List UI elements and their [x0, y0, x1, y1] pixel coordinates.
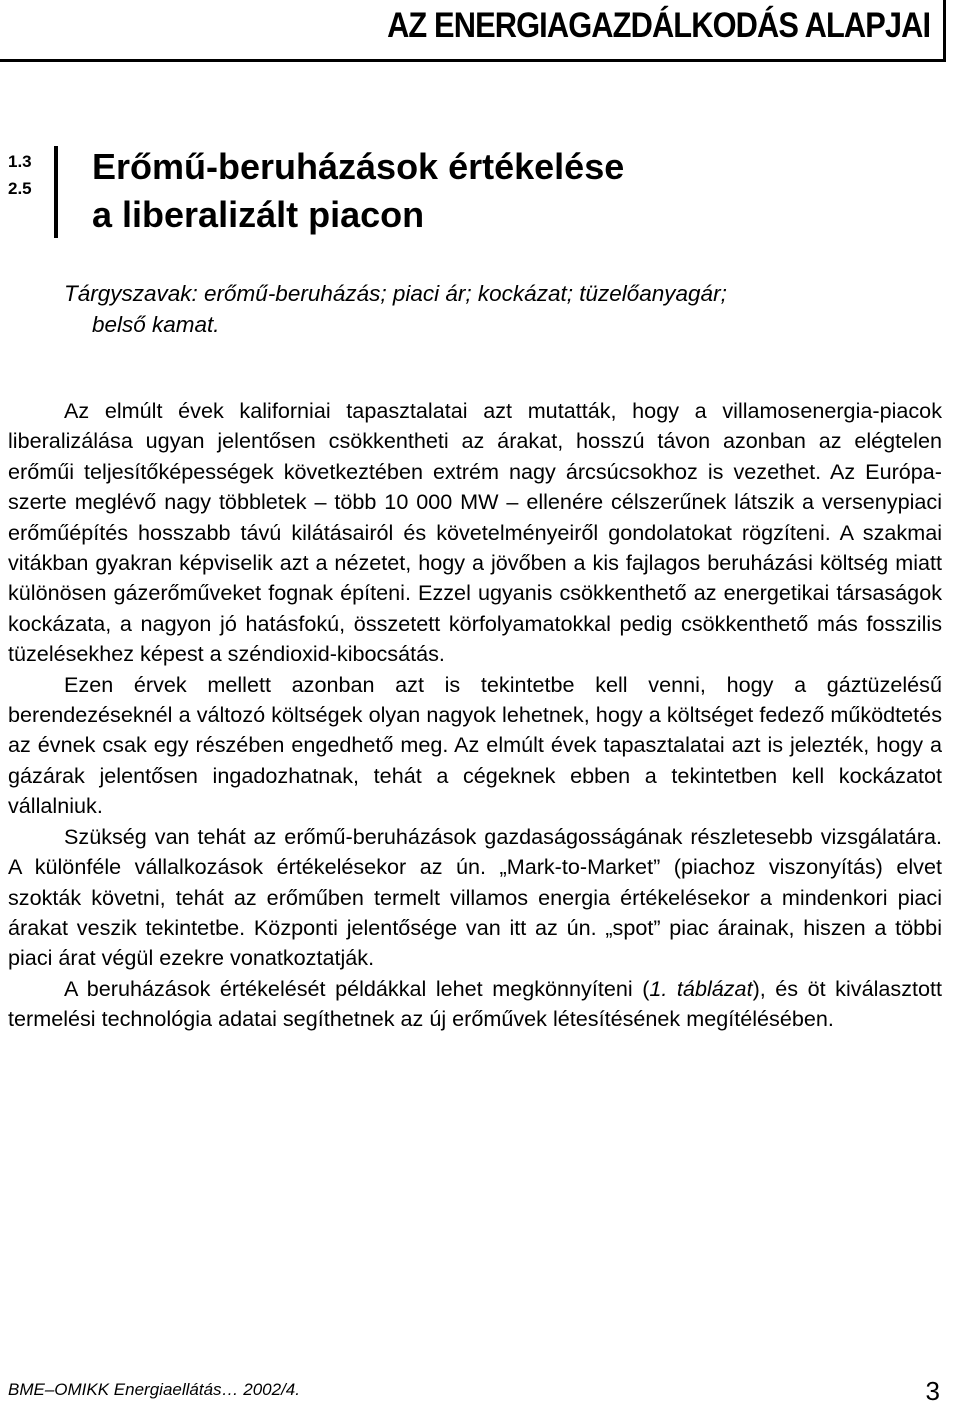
article-title-line1: Erőmű-beruházások értékelése — [92, 146, 625, 187]
article-body — [8, 396, 942, 1035]
header-side-rule — [943, 0, 946, 61]
keywords-line1: Tárgyszavak: erőmű-beruházás; piaci ár; kockázat; tüzelőanyagár; — [64, 281, 727, 306]
body-paragraph: Az elmúlt évek kaliforniai tapasztalatai azt mutatták, hogy a villamosenergia-piacok liberalizálása ugyan jelentősen csökkentheti az árakat, hosszú távon azonban az elégtelen erőműi teljesítőképességek következtében extrém nagy árcsúcsokhoz is vezethet. Az Európa-szerte meglévő nagy többletek – több 10 000 MW – ellenére célszerűnek látszik a versenypiaci erőműépítés hosszabb távú kilátásairól és követelményeiről gondolatokat rögzíteni. A szakmai vitákban gyakran képviselik azt a nézetet, hogy a jövőben a kis fajlagos beruházási költség miatt különösen gázerőműveket fognak építeni. Ezzel ugyanis csökkenthető az energetikai társaságok kockázata, a nagyon jó hatásfokú, összetett körfolyamatokkal pedig csökkenthető más fosszilis tüzelésekhez képest a széndioxid-kibocsátás. — [8, 398, 942, 667]
keywords — [64, 278, 924, 340]
footer-source: BME–OMIKK Energiaellátás… 2002/4. — [8, 1380, 300, 1399]
keywords-line2: belső kamat. — [92, 312, 220, 337]
section-divider-bar — [54, 146, 58, 238]
header-rule — [0, 59, 946, 62]
running-header-title: AZ ENERGIAGAZDÁLKODÁS ALAPJAI — [386, 6, 930, 45]
text-before-reference: A beruházások értékelését példákkal lehet megkönnyíteni ( — [64, 975, 650, 1001]
page-number: 3 — [925, 1376, 940, 1406]
body-paragraph-last — [8, 974, 942, 1035]
section-number-bottom: 2.5 — [8, 179, 32, 198]
body-paragraph: Ezen érvek mellett azonban azt is tekintetbe kell venni, hogy a gáztüzelésű berendezéseknél a változó költségek olyan nagyok lehetnek, hogy a költséget fedező működtetés az évnek csak egy részében engedhető meg. Az elmúlt évek tapasztalatai azt is jelezték, hogy a gázárak jelentősen ingadozhatnak, tehát a cégeknek ebben a tekintetben kell kockázatot vállalniuk. — [8, 671, 942, 819]
section-number-top: 1.3 — [8, 152, 32, 171]
table-reference: 1. táblázat — [649, 975, 753, 1001]
article-title — [92, 143, 624, 239]
body-paragraph: Szükség van tehát az erőmű-beruházások gazdaságosságának részletesebb vizsgálatára. A különféle vállalkozások értékelésekor az ún. „Mark-to-Market” (piachoz viszonyítás) elvet szokták követni, tehát az erőműben termelt villamos energia értékelésekor a mindenkori piaci árakat veszik tekintetbe. Központi jelentősége van itt az ún. „spot” piac árainak, hiszen a többi piaci árat végül ezekre vonatkoztatják. — [8, 823, 942, 971]
text-after-reference: ), és öt kiválasztott termelési technológia adatai segíthetnek az új erőművek létesítésének megítélésében. — [8, 975, 942, 1032]
article-title-line2: a liberalizált piacon — [92, 194, 425, 235]
section-numbers — [8, 148, 32, 202]
